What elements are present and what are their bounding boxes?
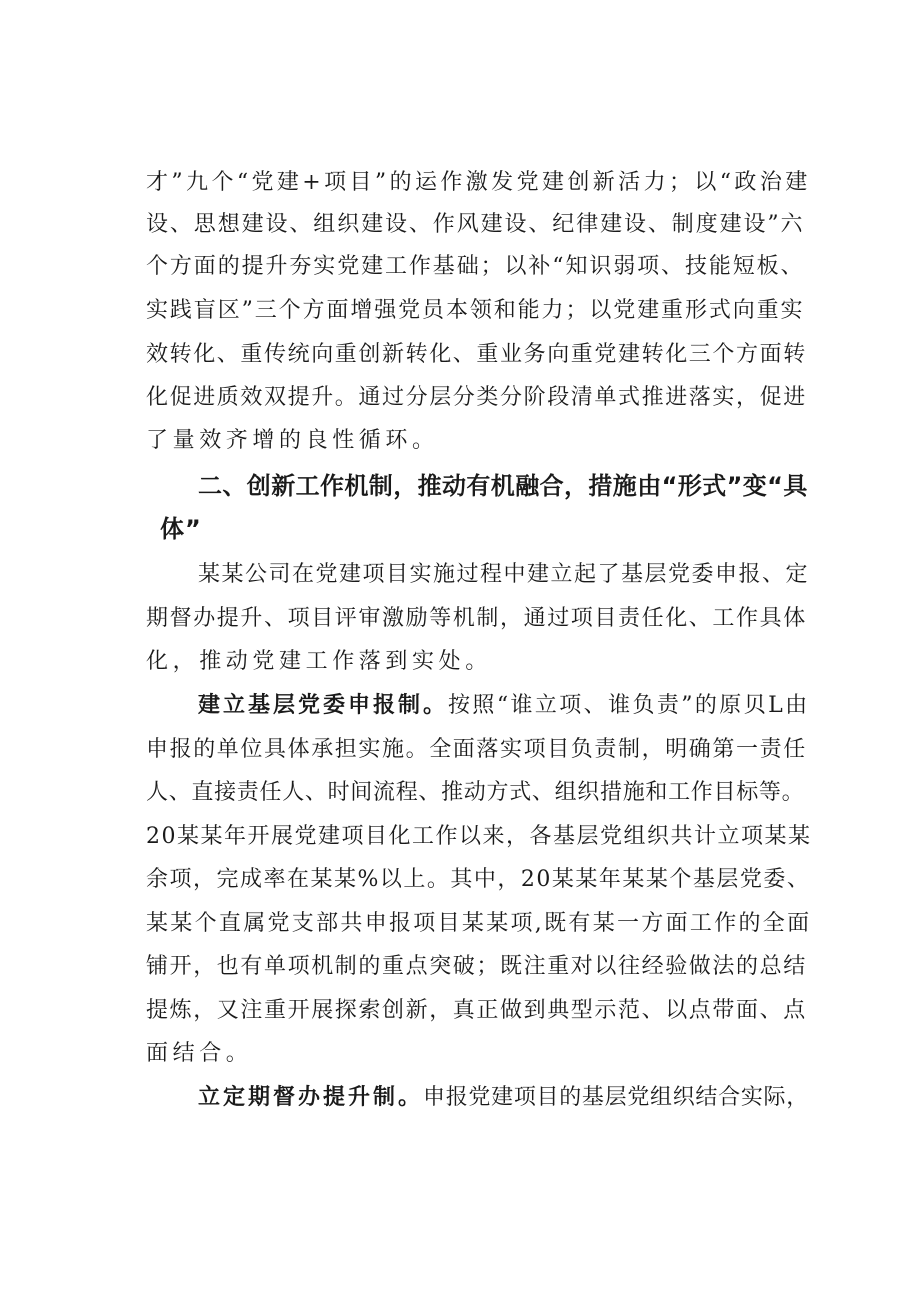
text-line: 铺开，也有单项机制的重点突破；既注重对以往经验做法的总结 [146, 954, 807, 979]
text-line: 个方面的提升夯实党建工作基础；以补“知识弱项、技能短板、 [146, 254, 805, 279]
text-line [198, 1083, 809, 1113]
text-line: 申报的单位具体承担实施。全面落实项目负责制，明确第一责任 [146, 737, 807, 762]
heading-line: 二、创新工作机制，推动有机融合，措施由“形式”变“具 [198, 472, 808, 500]
text-line: 面结合。 [146, 1041, 253, 1066]
lead-rest: 按照“谁立项、谁负责”的原贝L由 [448, 693, 810, 718]
text-line: 提炼，又注重开展探索创新，真正做到典型示范、以点带面、点 [146, 998, 807, 1023]
text-line: 某某个直属党支部共申报项目某某项,既有某一方面工作的全面 [146, 911, 812, 936]
text-line: 实践盲区”三个方面增强党员本领和能力；以党建重形式向重实 [146, 298, 805, 323]
heading-line: 体” [160, 515, 202, 543]
text-line: 效转化、重传统向重创新转化、重业务向重党建转化三个方面转 [146, 342, 807, 367]
text-line: 化，推动党建工作落到实处。 [146, 649, 492, 674]
text-line: 20某某年开展党建项目化工作以来，各基层党组织共计立项某某 [146, 824, 812, 849]
text-line: 设、思想建设、组织建设、作风建设、纪律建设、制度建设”六 [146, 212, 805, 237]
text-line: 人、直接责任人、时间流程、推动方式、组织措施和工作目标等。 [146, 780, 805, 805]
text-line: 某某公司在党建项目实施过程中建立起了基层党委申报、定 [198, 562, 810, 587]
text-line [198, 691, 810, 721]
lead-rest: 申报党建项目的基层党组织结合实际， [423, 1085, 809, 1110]
bold-lead: 建立基层党委申报制。 [198, 693, 449, 718]
bold-lead: 立定期督办提升制。 [198, 1085, 424, 1110]
text-line: 化促进质效双提升。通过分层分类分阶段清单式推进落实，促进 [146, 385, 807, 410]
text-line: 期督办提升、项目评审激励等机制，通过项目责任化、工作具体 [146, 606, 807, 631]
text-line: 了量效齐增的良性循环。 [146, 428, 439, 453]
text-line: 才”九个“党建+项目”的运作激发党建创新活力；以“政治建 [146, 170, 811, 195]
text-line: 余项，完成率在某某%以上。其中，20某某年某某个基层党委、 [146, 867, 811, 892]
